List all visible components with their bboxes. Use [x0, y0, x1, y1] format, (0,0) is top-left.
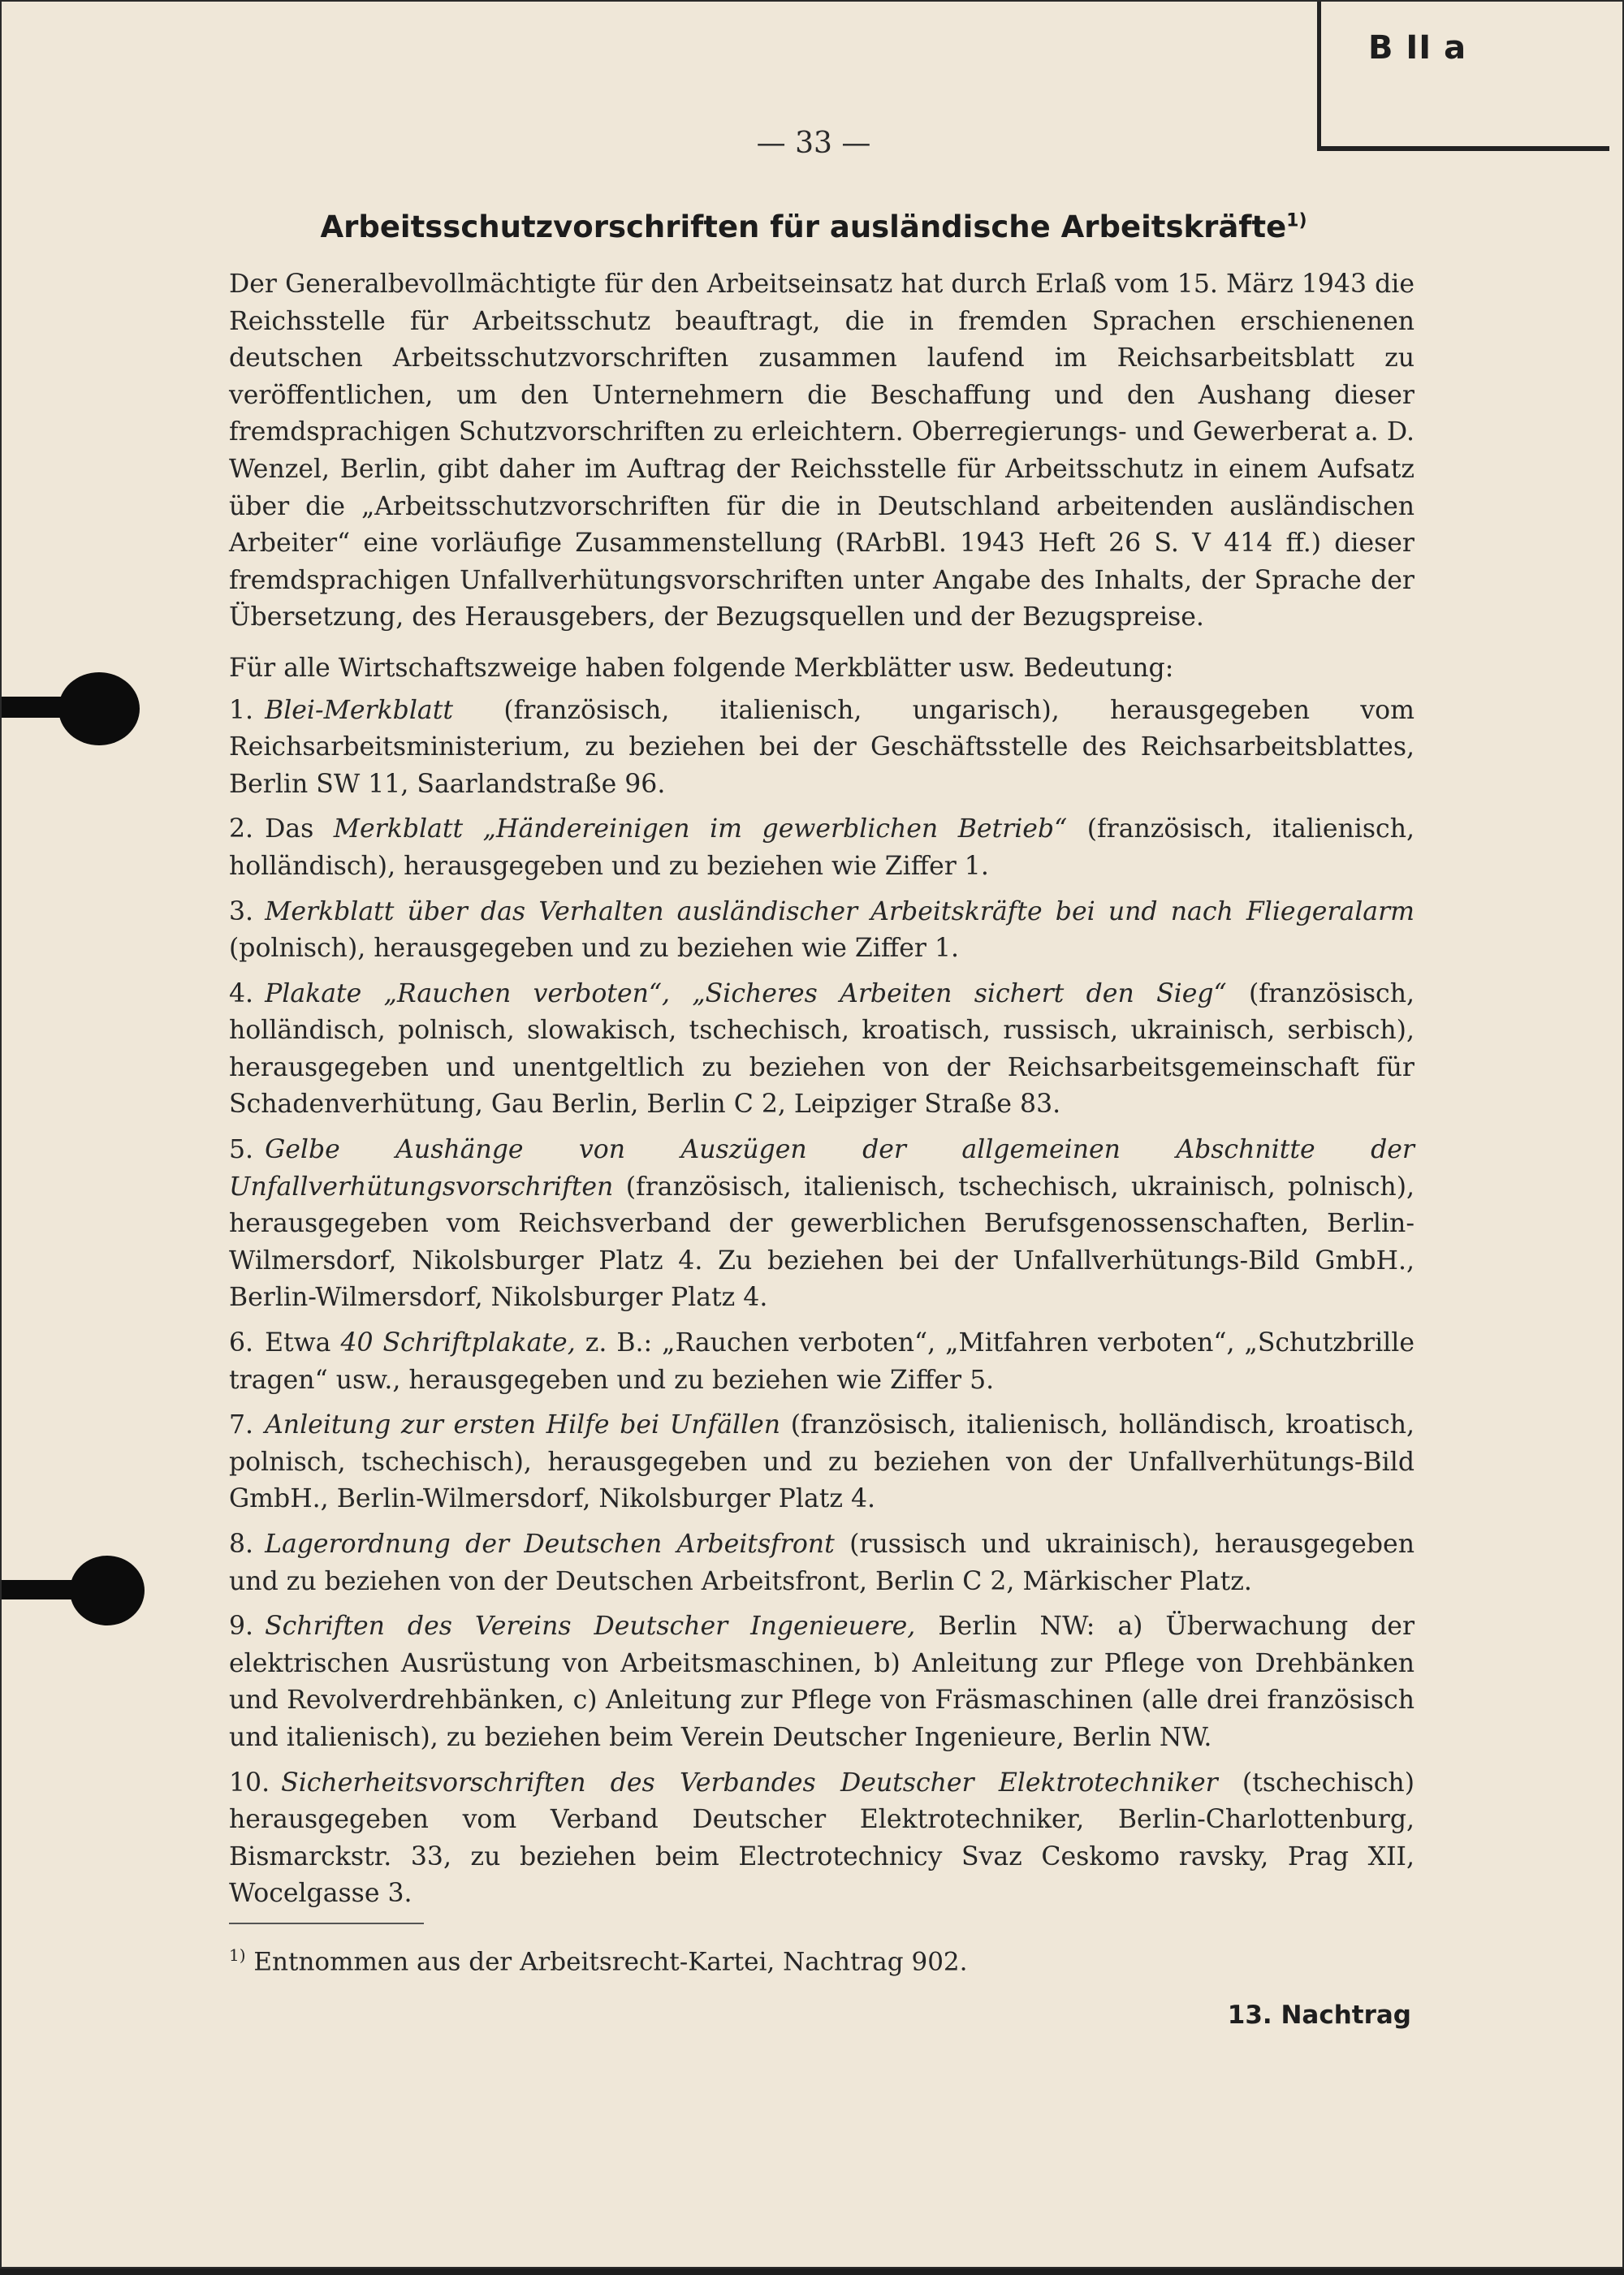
item-text: (französisch, italienisch, tschechisch, ukrainisch, polnisch), herausgegeben vom Reichsverband der gewerblichen Berufsgenossenschaften, Berlin-Wilmersdorf, Nikolsburger Platz 4. Zu beziehen bei der Unfallverhütungs-Bild GmbH., Berlin-Wilmersdorf, Nikolsburger Platz 4.: [229, 1172, 1415, 1313]
item-text: (polnisch), herausgegeben und zu beziehen wie Ziffer 1.: [229, 934, 959, 964]
item-title: Sicherheitsvorschriften des Verbandes Deutscher Elektrotechniker: [281, 1768, 1218, 1798]
list-item: [229, 894, 1415, 968]
page-number: — 33 —: [756, 127, 871, 160]
footnote: [229, 1937, 1415, 1981]
item-prefix: Etwa: [265, 1328, 341, 1358]
item-text: Berlin NW: a) Überwachung der elektrischen Ausrüstung von Arbeitsmaschinen, b) Anleitung zur Pflege von Drehbänken und Revolverdrehbänken, c) Anleitung zur Pflege von Fräsmaschinen (alle drei französisch und italienisch), zu beziehen beim Verein Deutscher Ingenieure, Berlin NW.: [229, 1612, 1415, 1752]
item-text: (französisch, italienisch, holländisch, kroatisch, polnisch, tschechisch), herausgegeben und zu beziehen von der Unfallverhütungs-Bild GmbH., Berlin-Wilmersdorf, Nikolsburger Platz 4.: [229, 1410, 1415, 1514]
list-item: [229, 1526, 1415, 1600]
item-title: Anleitung zur ersten Hilfe bei Unfällen: [265, 1410, 781, 1440]
num: 1.: [229, 695, 254, 725]
item-text: (französisch, holländisch, polnisch, slowakisch, tschechisch, kroatisch, russisch, ukrainisch, serbisch), herausgegeben und unentgeltlich zu beziehen von der Reichsarbeitsgemeinschaft für Schadenverhütung, Gau Berlin, Berlin C 2, Leipziger Straße 83.: [229, 978, 1415, 1120]
punch-hole-top: [58, 672, 140, 745]
list-item: [229, 1325, 1415, 1399]
footnote-text: Entnommen aus der Arbeitsrecht-Kartei, Nachtrag 902.: [253, 1947, 968, 1977]
num: 10.: [229, 1768, 270, 1798]
item-title: Blei-Merkblatt: [265, 695, 454, 725]
list-item: [229, 976, 1415, 1124]
title-text: Arbeitsschutzvorschriften für ausländische Arbeitskräfte: [320, 209, 1287, 244]
list-item: [229, 1765, 1415, 1913]
item-text: (französisch, italienisch, ungarisch), herausgegeben vom Reichsarbeitsministerium, zu beziehen bei der Geschäftsstelle des Reichsarbeitsblattes, Berlin SW 11, Saarlandstraße 96.: [229, 695, 1415, 799]
item-title: Plakate „Rauchen verboten“, „Sicheres Arbeiten sichert den Sieg“: [265, 978, 1227, 1008]
footnote-divider: [229, 1923, 424, 1924]
item-prefix: Das: [265, 814, 334, 844]
item-title: Lagerordnung der Deutschen Arbeitsfront: [265, 1530, 835, 1559]
num: 8.: [229, 1530, 254, 1559]
section-tab-label: B II a: [1368, 29, 1467, 67]
supplement-label: 13. Nachtrag: [1227, 2001, 1411, 2030]
item-title: Merkblatt „Händereinigen im gewerblichen Betrieb“: [333, 814, 1068, 844]
num: 6.: [229, 1328, 254, 1358]
footnote-marker: 1): [229, 1945, 246, 1965]
item-title: Schriften des Vereins Deutscher Ingenieuere,: [265, 1612, 916, 1642]
punch-hole-top-notch: [2, 697, 67, 718]
num: 3.: [229, 896, 254, 926]
num: 7.: [229, 1410, 254, 1440]
item-text: (französisch, italienisch, holländisch), herausgegeben und zu beziehen wie Ziffer 1.: [229, 814, 1415, 881]
page-title: [2, 209, 1624, 244]
num: 5.: [229, 1135, 254, 1165]
item-text: (tschechisch) herausgegeben vom Verband Deutscher Elektrotechniker, Berlin-Charlottenburg, Bismarckstr. 33, zu beziehen beim Electrotechnicy Svaz Ceskomo ravsky, Prag XII, Wocelgasse 3.: [229, 1768, 1415, 1909]
list-item: [229, 1608, 1415, 1756]
num: 9.: [229, 1612, 254, 1642]
title-footnote-ref: 1): [1286, 210, 1307, 231]
item-text: z. B.: „Rauchen verboten“, „Mitfahren verboten“, „Schutzbrille tragen“ usw., herausgegeben und zu beziehen wie Ziffer 5.: [229, 1328, 1415, 1395]
punch-hole-bottom-notch: [2, 1580, 75, 1599]
intro-paragraph: Der Generalbevollmächtigte für den Arbeitseinsatz hat durch Erlaß vom 15. März 1943 die Reichsstelle für Arbeitsschutz beauftragt, die in fremden Sprachen erschienenen deutschen Arbeitsschutzvorschriften zusammen laufend im Reichsarbeitsblatt zu veröffentlichen, um den Unternehmern die Beschaffung und den Aushang dieser fremdsprachigen Schutzvorschriften zu erleichtern. Oberregierungs- und Gewerberat a. D. Wenzel, Berlin, gibt daher im Auftrag der Reichsstelle für Arbeitsschutz in einem Aufsatz über die „Arbeitsschutzvorschriften für die in Deutschland arbeitenden ausländischen Arbeiter“ eine vorläufige Zusammenstellung (RArbBl. 1943 Heft 26 S. V 414 ff.) dieser fremdsprachigen Unfallverhütungsvorschriften unter Angabe des Inhalts, der Sprache der Übersetzung, des Herausgebers, der Bezugsquellen und der Bezugspreise.: [229, 270, 1415, 632]
list-item: [229, 1407, 1415, 1518]
lead-sentence: Für alle Wirtschaftszweige haben folgende Merkblätter usw. Bedeutung:: [229, 653, 1174, 683]
item-title: 40 Schriftplakate,: [340, 1328, 576, 1358]
item-title: Gelbe Aushänge von Auszügen der allgemeinen Abschnitte der Unfallverhütungsvorschriften: [229, 1135, 1415, 1202]
body-text: [229, 266, 1415, 1981]
item-text: (russisch und ukrainisch), herausgegeben und zu beziehen von der Deutschen Arbeitsfront, Berlin C 2, Märkischer Platz.: [229, 1530, 1415, 1596]
item-list: [229, 693, 1415, 1913]
list-item: [229, 811, 1415, 885]
list-item: [229, 693, 1415, 804]
item-title: Merkblatt über das Verhalten ausländischer Arbeitskräfte bei und nach Fliegeralarm: [265, 896, 1415, 926]
punch-hole-bottom: [70, 1556, 145, 1625]
num: 2.: [229, 814, 254, 844]
num: 4.: [229, 978, 254, 1008]
list-item: [229, 1132, 1415, 1317]
